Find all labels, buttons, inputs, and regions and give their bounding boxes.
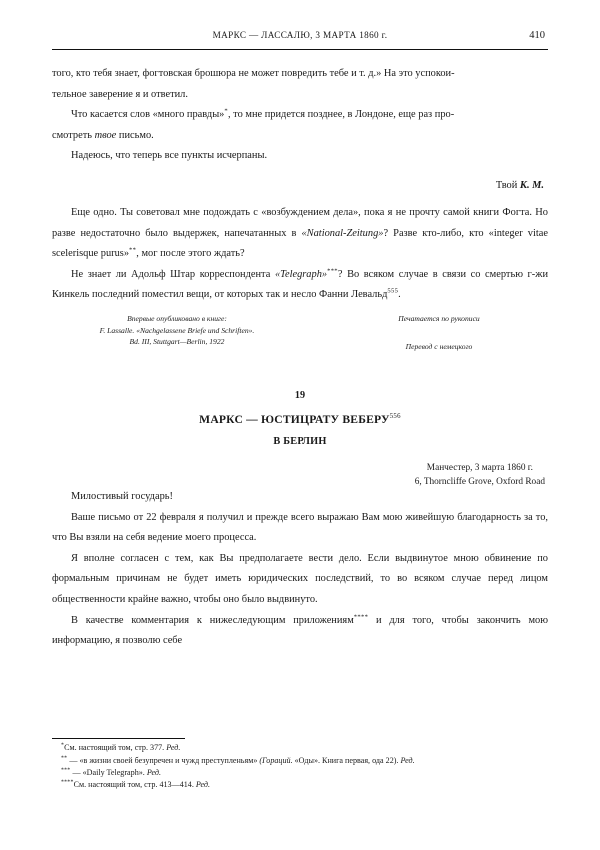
text-run: , то мне придется позднее, в Лондоне, еще раз про- [227,109,455,121]
text-run: . [398,289,401,301]
paragraph-ya-vpolne-soglasen: Я вполне согласен с тем, как Вы предполагаете вести дело. Если выдвинутое мною обвинение по формальным причинам не будет иметь юридических последствий, то во всяком случае перед лицом общественности крайне важно, чтобы оно было выдвинуто. [52,552,548,605]
paragraph-continuation-line2 [52,85,548,106]
translated-from: Перевод с немецкого [405,341,473,351]
paragraph-mnogo-pravdy [52,105,548,126]
pub-source-line3: Bd. III, Stuttgart—Berlin, 1922 [129,337,225,347]
paragraph-vashe-pismo: Ваше письмо от 22 февраля я получил и прежде всего выражаю Вам мою живейшую благодарность за то, что Вы взяли на себя ведение моего процесса. [52,511,548,544]
text-run: — «в жизни своей безупречен и чужд преступленьям» [67,755,260,765]
emphasis-national-zeitung: «National-Zeitung» [301,227,384,239]
editor-mark: Ред. [195,780,211,790]
letter-19-body [52,487,548,652]
text-run: , мог после этого ждать? [136,248,245,260]
letter-19-heading [52,388,548,451]
editor-mark: Ред. [146,768,162,777]
endnote-reference[interactable]: 555 [387,287,399,295]
text-run: ? Во всяком случае в связи со смертью г-жи Кинкель последний поместил вещи, от которых так и несло Фанни Левальд [52,268,548,301]
footnote-marker[interactable]: ** [129,246,137,254]
pub-source-line2: F. Lassalle. «Nachgelassene Briefe und Schriften». [99,325,255,335]
dateline [415,462,545,489]
citation-author: (Гораций. [259,755,293,765]
running-head-title: МАРКС — ЛАССАЛЮ, 3 МАРТА 1860 г. [212,30,388,40]
publication-note [52,313,548,352]
footnote-3 [52,767,548,779]
publication-source [52,313,302,352]
pub-source-line1: Впервые опубликовано в книге: [127,314,227,323]
letter-destination: В БЕРЛИН [273,436,327,447]
text-run: См. настоящий том, стр. 377. [64,743,167,753]
footnote-marker[interactable]: *** [327,267,338,275]
text-run: «Оды». Книга первая, ода 22). [292,755,401,765]
text-run: Надеюсь, что теперь все пункты исчерпаны. [71,150,268,162]
footnote-1 [52,742,548,754]
paragraph-mnogo-pravdy-line2 [52,126,548,147]
signature-prefix: Твой [495,179,520,191]
header-rule [52,49,548,50]
dateline-place-date: Манчестер, 3 марта 1860 г. [426,463,533,473]
text-run: Что касается слов «много правды» [71,109,225,121]
running-head [52,30,548,54]
dateline-address: 6, Thorncliffe Grove, Oxford Road [414,476,545,487]
footnote-marker[interactable]: **** [61,779,74,786]
text-run: См. настоящий том, стр. 413—414. [73,780,196,790]
text-run: письмо. [116,129,154,141]
text-run: того, кто тебя знает, фогтовская брошюра не может повредить тебе и т. д.» На это успокои- [52,68,455,79]
letter-18-body [52,64,548,306]
footnote-marker[interactable]: ** [61,754,68,761]
emphasis-telegraph: «Telegraph» [274,268,328,280]
letter-title [52,410,548,430]
text-run: ? Разве кто-либо, кто «integer vitae scelerisque purus» [52,227,548,260]
paragraph-continuation [52,64,548,85]
printed-from: Печатается по рукописи [398,314,480,323]
signature-initials: К. М. [519,179,544,191]
footnote-2 [52,755,548,767]
page-number: 410 [529,30,545,41]
paragraph-v-kachestve-kommentariya [52,611,548,652]
editor-mark: Ред. [166,743,181,753]
text-run: В качестве комментария к нижеследующим приложениям [71,614,354,626]
footnote-4 [52,779,548,791]
publication-basis [330,313,548,352]
footnote-rule [52,738,185,739]
paragraph-eshche-odno [52,203,548,265]
letter-number: 19 [294,390,306,401]
text-run: тельное заверение я и ответил. [52,88,188,100]
letter-title-text: МАРКС — ЮСТИЦРАТУ ВЕБЕРУ [199,413,390,426]
paragraph-adolf-shtar [52,265,548,306]
text-run: Еще одно. Ты советовал мне подождать с «возбуждением дела», пока я не прочту самой книги Фогта. Но разве недостаточно было выдержек, напечатанных в [52,207,548,239]
emphasis-tvoe: твое [94,129,117,141]
text-run: смотреть [52,129,95,141]
footnote-marker[interactable]: *** [61,767,71,774]
text-run: Не знает ли Адольф Штар корреспондента [71,268,275,280]
signature [52,176,548,197]
footnote-marker[interactable]: * [61,742,65,749]
footnote-marker[interactable]: **** [353,613,369,621]
paragraph-nadeyus [52,146,548,167]
salutation: Милостивый государь! [71,491,173,502]
footnote-marker[interactable]: * [224,107,228,115]
text-run: и для того, чтобы закончить мою информацию, я позволю себе [52,614,549,647]
editor-mark: Ред. [400,755,415,765]
endnote-reference[interactable]: 556 [389,413,401,421]
text-run: — «Daily Telegraph». [70,768,147,777]
footnote-area [52,738,548,792]
